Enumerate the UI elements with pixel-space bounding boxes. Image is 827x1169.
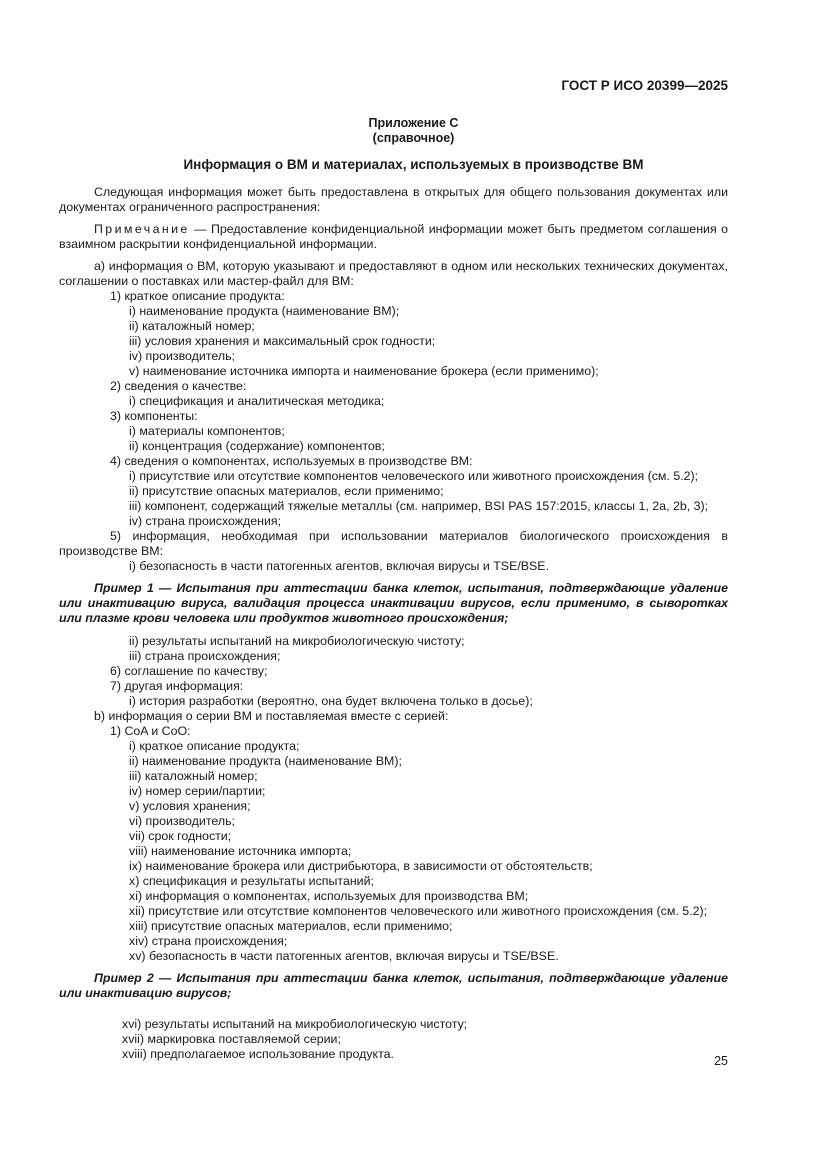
list-item: xvi) результаты испытаний на микробиологическую чистоту;	[122, 1017, 468, 1031]
list-item: iii) страна происхождения;	[129, 649, 281, 663]
appendix-heading	[0, 116, 827, 146]
page-number: 25	[714, 1054, 728, 1068]
a-sub-6: 6) соглашение по качеству;	[110, 664, 268, 678]
list-item: iii) каталожный номер;	[129, 769, 258, 783]
item-a: a) информация о ВМ, которую указывают и предоставляют в одном или нескольких технических документах, соглашении о поставках или мастер-файл для ВМ:	[59, 259, 728, 288]
list-item: x) спецификация и результаты испытаний;	[129, 874, 374, 888]
note-paragraph	[59, 222, 728, 252]
list-item: i) краткое описание продукта;	[129, 739, 300, 753]
list-item: i) спецификация и аналитическая методика;	[129, 394, 385, 408]
list-item: iv) производитель;	[129, 349, 235, 363]
list-item: i) материалы компонентов;	[129, 424, 285, 438]
example-1: Пример 1 — Испытания при аттестации банка клеток, испытания, подтверждающие удаление или инактивацию вируса, валидация процесса инактивации вирусов, если применимо, в сыворотках или плазме крови человека или продуктов животного происхождения;	[59, 581, 728, 625]
list-item: xvii) маркировка поставляемой серии;	[122, 1032, 341, 1046]
note-text: — Предоставление конфиденциальной информации может быть предметом соглашения о взаимном раскрытии конфиденциальной информации.	[59, 222, 728, 251]
a-sub-2: 2) сведения о качестве:	[110, 379, 247, 393]
example-2: Пример 2 — Испытания при аттестации банка клеток, испытания, подтверждающие удаление или инактивацию вирусов;	[59, 971, 728, 1000]
a-sub-1: 1) краткое описание продукта:	[110, 289, 285, 303]
list-item: i) наименование продукта (наименование ВМ);	[129, 304, 400, 318]
item-b: b) информация о серии ВМ и поставляемая вместе с серией:	[94, 709, 449, 723]
appendix-name: Приложение С	[368, 116, 459, 130]
list-item: iii) условия хранения и максимальный срок годности;	[129, 334, 436, 348]
b-sub-1: 1) CoA и CoO:	[110, 724, 191, 738]
list-item: ii) наименование продукта (наименование ВМ);	[129, 754, 402, 768]
list-item: iii) компонент, содержащий тяжелые металлы (см. например, BSI PAS 157:2015, классы 1, 2а, 2b, 3);	[129, 499, 709, 513]
list-item: vii) срок годности;	[129, 829, 232, 843]
document-header: ГОСТ Р ИСО 20399—2025	[561, 78, 728, 93]
list-item: v) наименование источника импорта и наименование брокера (если применимо);	[129, 364, 599, 378]
list-item: ii) присутствие опасных материалов, если применимо;	[129, 484, 444, 498]
note-label: Примечание	[94, 222, 190, 236]
list-item: vi) производитель;	[129, 814, 235, 828]
section-title: Информация о ВМ и материалах, используемых в производстве ВМ	[183, 157, 644, 172]
list-item: xiv) страна происхождения;	[129, 934, 288, 948]
list-item: ii) результаты испытаний на микробиологическую чистоту;	[129, 634, 465, 648]
a-sub-4: 4) сведения о компонентах, используемых в производстве ВМ:	[110, 454, 473, 468]
list-item: viii) наименование источника импорта;	[129, 844, 352, 858]
list-item: xii) присутствие или отсутствие компонентов человеческого или животного происхождения (см. 5.2);	[129, 904, 708, 918]
list-item: ix) наименование брокера или дистрибьютора, в зависимости от обстоятельств;	[129, 859, 593, 873]
list-item: iv) страна происхождения;	[129, 514, 282, 528]
list-item: i) история разработки (вероятно, она будет включена только в досье);	[129, 694, 533, 708]
document-body	[59, 185, 728, 1062]
list-item: v) условия хранения;	[129, 799, 251, 813]
list-item: xv) безопасность в части патогенных агентов, включая вирусы и TSE/BSE.	[129, 949, 559, 963]
list-item: i) безопасность в части патогенных агентов, включая вирусы и TSE/BSE.	[129, 559, 550, 573]
intro-paragraph: Следующая информация может быть предоставлена в открытых для общего пользования документах или документах ограниченного распространения:	[59, 185, 728, 214]
list-item: xiii) присутствие опасных материалов, если применимо;	[129, 919, 453, 933]
list-item: i) присутствие или отсутствие компонентов человеческого или животного происхождения (см. 5.2);	[129, 469, 699, 483]
a-sub-3: 3) компоненты:	[110, 409, 198, 423]
list-item: xviii) предполагаемое использование продукта.	[122, 1047, 394, 1061]
list-item: ii) каталожный номер;	[129, 319, 255, 333]
list-item: xi) информация о компонентах, используемых для производства ВМ;	[129, 889, 529, 903]
list-item: ii) концентрация (содержание) компонентов;	[129, 439, 385, 453]
a-sub-5: 5) информация, необходимая при использовании материалов биологического происхождения в производстве ВМ:	[59, 529, 728, 558]
list-item: iv) номер серии/партии;	[129, 784, 266, 798]
appendix-type: (справочное)	[372, 131, 455, 145]
a-sub-7: 7) другая информация:	[110, 679, 244, 693]
